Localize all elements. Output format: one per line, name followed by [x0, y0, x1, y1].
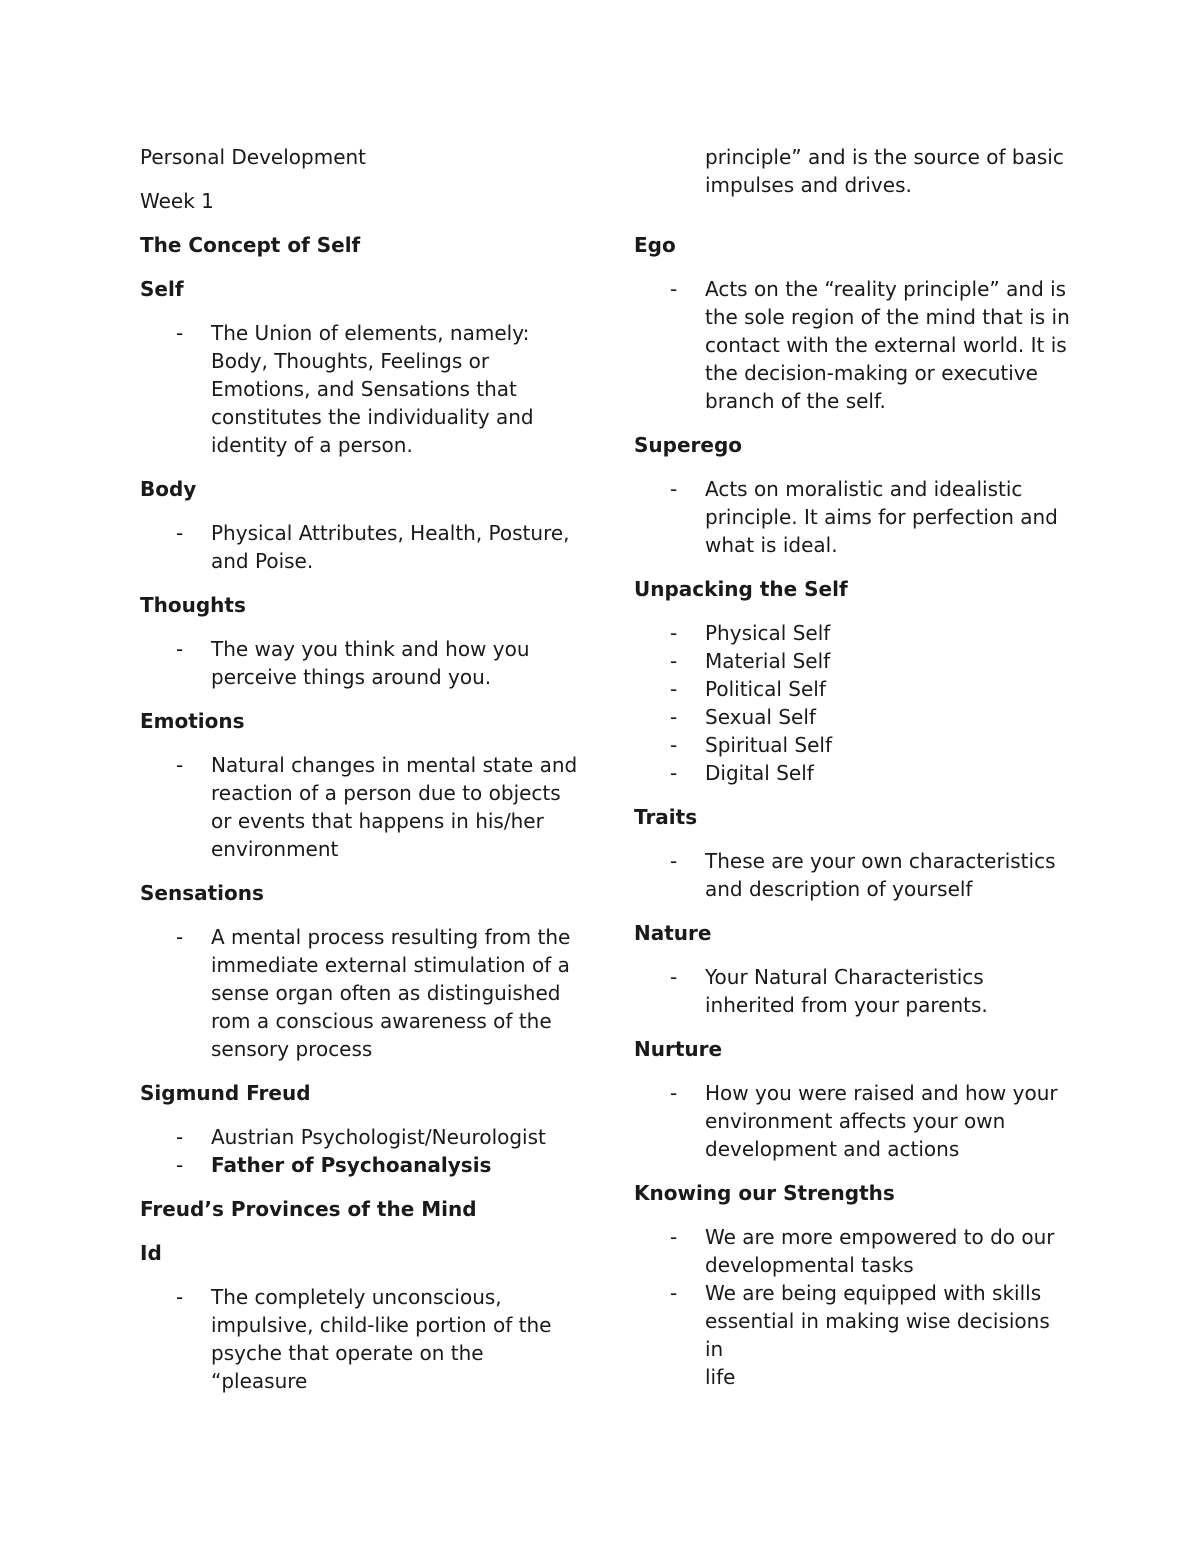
section-heading: The Concept of Self [140, 233, 361, 257]
bullet-dash: - [670, 677, 678, 701]
bullet-dash: - [670, 761, 678, 785]
list-item-continued: principle” and is the source of basic impulses and drives. [705, 145, 1064, 197]
bullet-dash: - [176, 1285, 184, 1309]
bullet-dash: - [670, 621, 678, 645]
list-item: - The completely unconscious, impulsive, child-like portion of the psyche that operate on the “pleasure [176, 1285, 552, 1393]
bullet-dash: - [670, 965, 678, 989]
section-heading: Body [140, 477, 197, 501]
list-item: - Spiritual Self [670, 733, 833, 757]
list-item: - Father of Psychoanalysis [176, 1153, 492, 1177]
bullet-dash: - [670, 849, 678, 873]
list-item: - Digital Self [670, 761, 814, 785]
section-heading: Traits [634, 805, 698, 829]
bullet-dash: - [670, 705, 678, 729]
list-item: - Physical Attributes, Health, Posture, and Poise. [176, 521, 570, 573]
list-item: - Acts on the “reality principle” and is the sole region of the mind that is in contact with the external world. It is the decision-making or executive branch of the self. [670, 277, 1070, 413]
bullet-dash: - [176, 925, 184, 949]
section-heading: Superego [634, 433, 743, 457]
bullet-dash: - [176, 753, 184, 777]
list-item: - How you were raised and how your environment affects your own development and actions [670, 1081, 1058, 1161]
bullet-dash: - [176, 321, 184, 345]
bullet-dash: - [176, 637, 184, 661]
right-column [634, 143, 1074, 1391]
week-label: Week 1 [140, 189, 214, 213]
list-item: - Political Self [670, 677, 826, 701]
bullet-dash: - [176, 521, 184, 545]
section-heading: Knowing our Strengths [634, 1181, 895, 1205]
list-item: - Material Self [670, 649, 831, 673]
section-heading: Emotions [140, 709, 245, 733]
bullet-dash: - [670, 1081, 678, 1105]
section-heading: Nature [634, 921, 712, 945]
section-heading: Ego [634, 233, 676, 257]
list-item: - Physical Self [670, 621, 831, 645]
bullet-dash: - [670, 649, 678, 673]
section-heading: Unpacking the Self [634, 577, 848, 601]
list-item: - A mental process resulting from the immediate external stimulation of a sense organ often as distinguished rom a conscious awareness of the sensory process [176, 925, 571, 1061]
bullet-dash: - [670, 477, 678, 501]
section-heading: Self [140, 277, 184, 301]
list-item: - Sexual Self [670, 705, 816, 729]
bullet-dash: - [176, 1153, 184, 1177]
list-item: - Natural changes in mental state and reaction of a person due to objects or events that happens in his/her environment [176, 753, 578, 861]
list-item: - The Union of elements, namely: Body, Thoughts, Feelings or Emotions, and Sensations that constitutes the individuality and identity of a person. [176, 321, 534, 457]
section-heading: Sigmund Freud [140, 1081, 311, 1105]
section-heading: Freud’s Provinces of the Mind [140, 1197, 477, 1221]
list-item: - We are being equipped with skills essential in making wise decisions in life [670, 1281, 1050, 1389]
bullet-dash: - [670, 733, 678, 757]
left-column [140, 143, 580, 1395]
section-heading: Thoughts [140, 593, 246, 617]
list-item: - We are more empowered to do our developmental tasks [670, 1225, 1055, 1277]
list-item: - Acts on moralistic and idealistic principle. It aims for perfection and what is ideal. [670, 477, 1058, 557]
list-item: - The way you think and how you perceive things around you. [176, 637, 530, 689]
bullet-dash: - [176, 1125, 184, 1149]
document-title: Personal Development [140, 145, 367, 169]
section-heading: Sensations [140, 881, 264, 905]
bullet-dash: - [670, 277, 678, 301]
list-item: - Austrian Psychologist/Neurologist [176, 1125, 546, 1149]
section-heading: Nurture [634, 1037, 723, 1061]
section-heading: Id [140, 1241, 162, 1265]
list-item: - These are your own characteristics and description of yourself [670, 849, 1056, 901]
list-item: - Your Natural Characteristics inherited from your parents. [670, 965, 988, 1017]
bullet-dash: - [670, 1225, 678, 1249]
bullet-dash: - [670, 1281, 678, 1305]
